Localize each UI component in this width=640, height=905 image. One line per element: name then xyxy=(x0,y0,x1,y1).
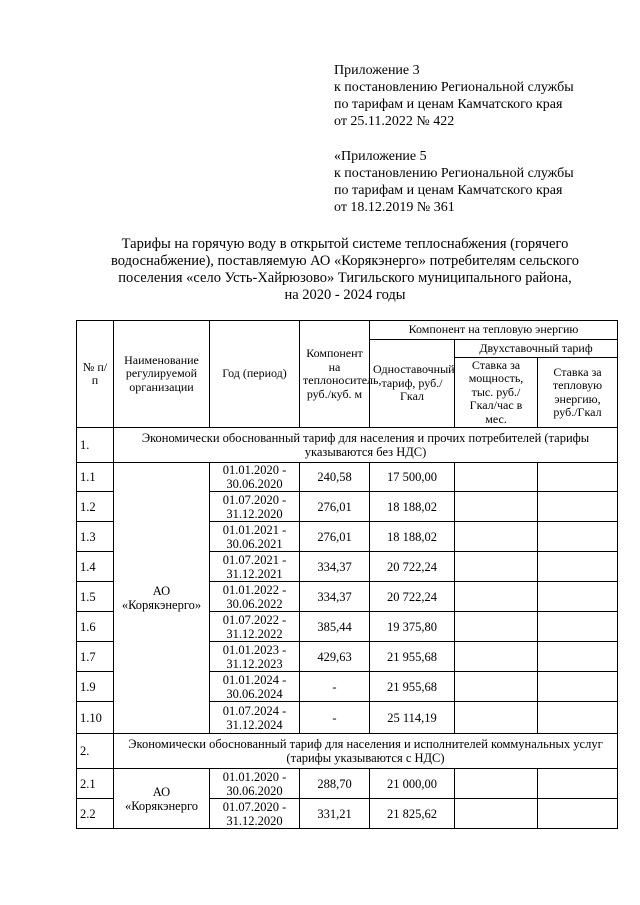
row-carrier: 240,58 xyxy=(300,463,370,492)
row-single: 17 500,00 xyxy=(370,463,455,492)
row-capacity xyxy=(455,463,538,492)
row-single: 18 188,02 xyxy=(370,492,455,522)
row-energy-rate xyxy=(538,672,618,702)
row-single: 21 825,62 xyxy=(370,799,455,829)
row-carrier: 429,63 xyxy=(300,642,370,672)
header-single: Одноставочный тариф, руб./Гкал xyxy=(370,340,455,428)
tariff-table xyxy=(76,320,618,829)
row-capacity xyxy=(455,769,538,799)
row-period: 01.01.2023 - 31.12.2023 xyxy=(210,642,300,672)
section1-num: 1. xyxy=(77,428,114,463)
row-num: 1.10 xyxy=(77,702,114,734)
row-carrier: 385,44 xyxy=(300,612,370,642)
row-energy-rate xyxy=(538,799,618,829)
row-carrier: - xyxy=(300,672,370,702)
row-period: 01.07.2024 - 31.12.2024 xyxy=(210,702,300,734)
annex-previous-line3: по тарифам и ценам Камчатского края xyxy=(334,183,563,198)
row-period: 01.01.2020 - 30.06.2020 xyxy=(210,463,300,492)
row-capacity xyxy=(455,522,538,552)
header-two-part: Двухставочный тариф xyxy=(455,340,618,358)
annex-previous-header xyxy=(334,148,624,216)
section2-num: 2. xyxy=(77,734,114,769)
row-energy-rate xyxy=(538,552,618,582)
row-capacity xyxy=(455,672,538,702)
row-period: 01.07.2020 - 31.12.2020 xyxy=(210,492,300,522)
section2-org: АО «Корякэнерго xyxy=(114,769,210,829)
row-energy-rate xyxy=(538,582,618,612)
table-row xyxy=(77,463,618,492)
row-carrier: 276,01 xyxy=(300,522,370,552)
header-capacity: Ставка за мощность, тыс. руб./Гкал/час в мес. xyxy=(455,358,538,428)
title-line1: Тарифы на горячую воду в открытой системе теплоснабжения (горячего xyxy=(121,236,569,252)
row-energy-rate xyxy=(538,769,618,799)
row-num: 1.1 xyxy=(77,463,114,492)
section2-label: Экономически обоснованный тариф для населения и исполнителей коммунальных услуг (тарифы указываются с НДС) xyxy=(114,734,618,769)
row-capacity xyxy=(455,492,538,522)
document-title xyxy=(90,236,600,304)
header-row-1 xyxy=(77,321,618,340)
row-period: 01.07.2021 - 31.12.2021 xyxy=(210,552,300,582)
row-num: 1.7 xyxy=(77,642,114,672)
header-num: № п/п xyxy=(77,321,114,428)
header-energy-rate: Ставка за тепловую энергию, руб./Гкал xyxy=(538,358,618,428)
row-single: 18 188,02 xyxy=(370,522,455,552)
annex-current-line1: Приложение 3 xyxy=(334,63,420,78)
row-num: 1.4 xyxy=(77,552,114,582)
row-single: 21 955,68 xyxy=(370,642,455,672)
annex-current-header xyxy=(334,62,624,130)
row-num: 1.6 xyxy=(77,612,114,642)
row-energy-rate xyxy=(538,463,618,492)
section1-org: АО «Корякэнерго» xyxy=(114,463,210,734)
row-period: 01.07.2022 - 31.12.2022 xyxy=(210,612,300,642)
row-single: 20 722,24 xyxy=(370,582,455,612)
row-capacity xyxy=(455,702,538,734)
row-single: 19 375,80 xyxy=(370,612,455,642)
row-period: 01.01.2022 - 30.06.2022 xyxy=(210,582,300,612)
row-single: 20 722,24 xyxy=(370,552,455,582)
row-num: 2.2 xyxy=(77,799,114,829)
header-period: Год (период) xyxy=(210,321,300,428)
annex-previous-line2: к постановлению Региональной службы xyxy=(334,166,574,181)
row-period: 01.01.2021 - 30.06.2021 xyxy=(210,522,300,552)
row-capacity xyxy=(455,582,538,612)
title-line3: поселения «село Усть-Хайрюзово» Тигильского муниципального района, xyxy=(118,270,572,286)
annex-current-line3: по тарифам и ценам Камчатского края xyxy=(334,97,563,112)
row-carrier: - xyxy=(300,702,370,734)
row-carrier: 331,21 xyxy=(300,799,370,829)
row-energy-rate xyxy=(538,522,618,552)
row-num: 1.9 xyxy=(77,672,114,702)
header-energy: Компонент на тепловую энергию xyxy=(370,321,618,340)
row-energy-rate xyxy=(538,492,618,522)
header-carrier: Компонент на теплоноситель, руб./куб. м xyxy=(300,321,370,428)
section1-row xyxy=(77,428,618,463)
row-capacity xyxy=(455,612,538,642)
row-single: 21 955,68 xyxy=(370,672,455,702)
row-period: 01.07.2020 - 31.12.2020 xyxy=(210,799,300,829)
row-capacity xyxy=(455,552,538,582)
annex-previous-line1: «Приложение 5 xyxy=(334,149,427,164)
row-carrier: 334,37 xyxy=(300,582,370,612)
row-num: 2.1 xyxy=(77,769,114,799)
row-carrier: 288,70 xyxy=(300,769,370,799)
section2-row xyxy=(77,734,618,769)
table-row xyxy=(77,769,618,799)
row-num: 1.3 xyxy=(77,522,114,552)
row-carrier: 334,37 xyxy=(300,552,370,582)
row-period: 01.01.2020 - 30.06.2020 xyxy=(210,769,300,799)
row-period: 01.01.2024 - 30.06.2024 xyxy=(210,672,300,702)
row-num: 1.5 xyxy=(77,582,114,612)
annex-previous-line4: от 18.12.2019 № 361 xyxy=(334,200,455,215)
title-line4: на 2020 - 2024 годы xyxy=(284,287,406,303)
annex-current-line4: от 25.11.2022 № 422 xyxy=(334,114,455,129)
row-carrier: 276,01 xyxy=(300,492,370,522)
row-num: 1.2 xyxy=(77,492,114,522)
row-energy-rate xyxy=(538,642,618,672)
row-energy-rate xyxy=(538,612,618,642)
title-line2: водоснабжение), поставляемую АО «Корякэнерго» потребителям сельского xyxy=(111,253,579,269)
row-energy-rate xyxy=(538,702,618,734)
row-single: 25 114,19 xyxy=(370,702,455,734)
row-single: 21 000,00 xyxy=(370,769,455,799)
header-org: Наименование регулируемой организации xyxy=(114,321,210,428)
annex-current-line2: к постановлению Региональной службы xyxy=(334,80,574,95)
section1-label: Экономически обоснованный тариф для населения и прочих потребителей (тарифы указываются без НДС) xyxy=(114,428,618,463)
row-capacity xyxy=(455,642,538,672)
row-capacity xyxy=(455,799,538,829)
